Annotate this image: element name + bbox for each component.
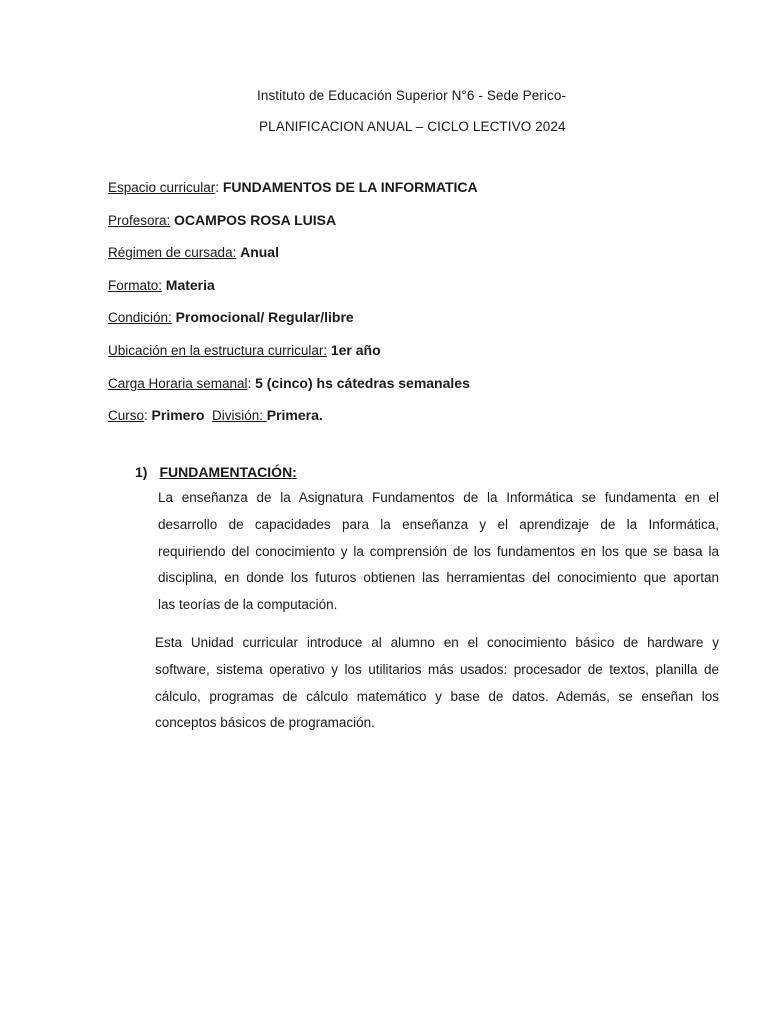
field-value: Materia bbox=[165, 277, 215, 293]
paragraph-line: Esta Unidad curricular introduce al alumno en el conocimiento básico de hardware y bbox=[155, 635, 719, 650]
division-label: División: bbox=[211, 408, 267, 423]
paragraph-line: La enseñanza de la Asignatura Fundamentos de la Informática se fundamenta en el bbox=[158, 490, 719, 505]
field-value: OCAMPOS ROSA LUISA bbox=[174, 212, 337, 228]
field-label: Ubicación en la estructura curricular: bbox=[108, 343, 328, 358]
field-value: 5 (cinco) hs cátedras semanales bbox=[255, 375, 470, 391]
field-regimen bbox=[108, 244, 279, 260]
field-formato bbox=[108, 277, 215, 293]
planning-heading: PLANIFICACION ANUAL – CICLO LECTIVO 2024 bbox=[259, 119, 566, 134]
division-value: Primera. bbox=[266, 407, 323, 423]
field-label: Condición: bbox=[108, 310, 172, 325]
field-value: 1er año bbox=[330, 342, 381, 358]
field-label: Espacio curricular bbox=[108, 180, 216, 195]
paragraph-fundamentacion bbox=[158, 485, 719, 619]
field-separator: : bbox=[144, 408, 152, 423]
field-label: Profesora: bbox=[108, 213, 171, 228]
field-espacio-curricular bbox=[108, 179, 478, 195]
paragraph-line: requiriendo del conocimiento y la comprensión de los fundamentos en los que se basa la bbox=[158, 543, 719, 559]
section-heading-fundamentacion bbox=[135, 464, 297, 480]
section-title: FUNDAMENTACIÓN: bbox=[159, 464, 297, 480]
field-ubicacion bbox=[108, 342, 381, 358]
field-separator: : bbox=[247, 376, 256, 391]
field-condicion bbox=[108, 309, 354, 325]
paragraph-line: disciplina, en donde los futuros obtienen las herramientas del conocimiento que aportan bbox=[158, 570, 719, 586]
field-value: Anual bbox=[240, 244, 279, 260]
field-label: Curso bbox=[108, 408, 145, 423]
field-value: Promocional/ Regular/libre bbox=[175, 309, 354, 325]
paragraph-line: software, sistema operativo y los utilitarios más usados: procesador de textos, planilla de bbox=[155, 661, 719, 677]
field-curso bbox=[108, 407, 323, 423]
paragraph-line: conceptos básicos de programación. bbox=[155, 715, 375, 731]
field-value: Primero bbox=[151, 407, 205, 423]
paragraph-line: las teorías de la computación. bbox=[158, 597, 338, 613]
section-number: 1) bbox=[135, 464, 148, 480]
field-profesora bbox=[108, 212, 336, 228]
paragraph-unidad-curricular bbox=[155, 630, 719, 737]
paragraph-line: cálculo, programas de cálculo matemático y base de datos. Además, se enseñan los bbox=[155, 688, 719, 704]
field-separator: : bbox=[215, 180, 223, 195]
institution-heading: Instituto de Educación Superior N°6 - Sede Perico- bbox=[257, 88, 567, 103]
field-label: Formato: bbox=[108, 278, 163, 293]
field-value: FUNDAMENTOS DE LA INFORMATICA bbox=[222, 179, 478, 195]
paragraph-line: desarrollo de capacidades para la enseñanza y el aprendizaje de la Informática, bbox=[158, 516, 719, 532]
field-carga-horaria bbox=[108, 375, 470, 391]
field-label: Régimen de cursada: bbox=[108, 245, 237, 260]
field-label: Carga Horaria semanal bbox=[108, 376, 248, 391]
